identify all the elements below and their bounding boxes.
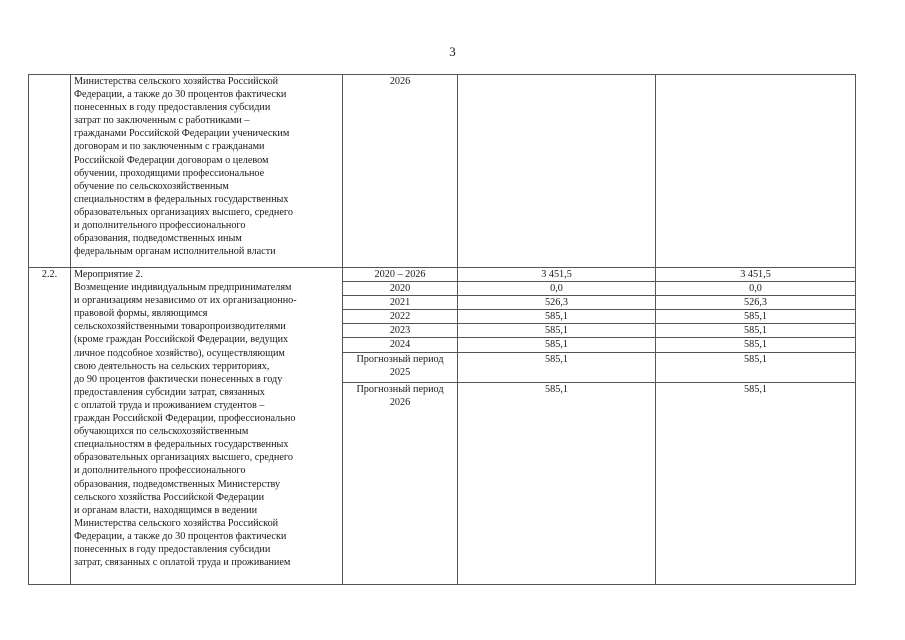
description-line: предоставления субсидии затрат, связанных — [74, 386, 265, 398]
description-line: гражданами Российской Федерации ученическим — [74, 128, 290, 140]
description-line: затрат по заключенным с работниками – — [74, 115, 250, 127]
value-cell-2: 585,1 — [656, 382, 856, 584]
continuation-number-cell — [29, 75, 71, 268]
description-line: и организациям независимо от их организационно- — [74, 295, 297, 307]
value-cell-2: 585,1 — [656, 352, 856, 382]
value-cell-1: 585,1 — [458, 324, 656, 338]
year-cell: 2022 — [343, 310, 458, 324]
forecast-label: Прогнозный период — [356, 383, 444, 395]
description-line: затрат, связанных с оплатой труда и проживанием — [74, 557, 291, 569]
value-cell-1: 0,0 — [458, 282, 656, 296]
description-line: специальностям в федеральных государственных — [74, 439, 289, 451]
continuation-year: 2026 — [343, 75, 458, 268]
forecast-year: 2025 — [389, 366, 411, 378]
description-line: с оплатой труда и проживанием студентов – — [74, 399, 265, 411]
description-line: образовательных организациях высшего, среднего — [74, 452, 293, 464]
description-line: сельскохозяйственными товаропроизводителями — [74, 321, 286, 333]
continuation-description — [71, 75, 343, 268]
description-line: федеральным органам исполнительной власти — [74, 246, 276, 258]
value-cell-2: 585,1 — [656, 310, 856, 324]
year-cell: 2024 — [343, 338, 458, 352]
description-line: (кроме граждан Российской Федерации, ведущих — [74, 334, 289, 346]
value-cell-2: 585,1 — [656, 338, 856, 352]
description-line: правовой формы, являющимся — [74, 308, 208, 320]
description-line: Мероприятие 2. — [74, 269, 143, 280]
description-line: Возмещение индивидуальным предпринимателям — [74, 282, 292, 294]
value-cell-1: 3 451,5 — [458, 268, 656, 282]
page-number: 3 — [449, 44, 456, 59]
table-row — [29, 268, 856, 282]
description-line: обучение по сельскохозяйственным — [74, 180, 229, 192]
description-line: обучающихся по сельскохозяйственным — [74, 426, 249, 438]
description-line: образования, подведомственных Министерству — [74, 478, 281, 490]
value-cell-1: 526,3 — [458, 296, 656, 310]
continuation-row — [29, 75, 856, 268]
value-cell-2: 0,0 — [656, 282, 856, 296]
description-line: договорам и по заключенным с гражданами — [74, 141, 265, 153]
description-line: и дополнительного профессионального — [74, 465, 246, 477]
description-line: Федерации, а также до 30 процентов фактически — [74, 89, 287, 101]
description-line: обучении, проходящими профессиональное — [74, 167, 265, 179]
value-cell-1: 585,1 — [458, 310, 656, 324]
measure-number: 2.2. — [29, 268, 71, 585]
description-line: свою деятельность на сельских территориях, — [74, 360, 270, 372]
measure-description — [71, 268, 343, 585]
value-cell-2: 526,3 — [656, 296, 856, 310]
value-cell-1: 585,1 — [458, 382, 656, 584]
description-line: понесенных в году предоставления субсидии — [74, 543, 271, 555]
description-line: понесенных в году предоставления субсидии — [74, 102, 271, 114]
year-cell: 2023 — [343, 324, 458, 338]
description-line: и дополнительного профессионального — [74, 220, 246, 232]
description-line: до 90 процентов фактически понесенных в году — [74, 373, 283, 385]
continuation-value-2 — [656, 75, 856, 268]
forecast-year: 2026 — [389, 396, 411, 408]
description-line: образовательных организациях высшего, среднего — [74, 206, 293, 218]
description-line: сельского хозяйства Российской Федерации — [74, 491, 265, 503]
description-line: личное подсобное хозяйство), осуществляющим — [74, 347, 285, 359]
description-line: Министерства сельского хозяйства Российской — [74, 76, 279, 87]
funding-table — [28, 74, 856, 585]
forecast-year-cell — [343, 382, 458, 584]
description-line: Министерства сельского хозяйства Российской — [74, 517, 279, 529]
description-line: образования, подведомственных иным — [74, 233, 242, 245]
value-cell-1: 585,1 — [458, 352, 656, 382]
description-line: и органам власти, находящимся в ведении — [74, 504, 258, 516]
year-cell: 2020 – 2026 — [343, 268, 458, 282]
year-cell: 2020 — [343, 282, 458, 296]
value-cell-2: 3 451,5 — [656, 268, 856, 282]
forecast-year-cell — [343, 352, 458, 382]
value-cell-1: 585,1 — [458, 338, 656, 352]
description-line: Российской Федерации договорам о целевом — [74, 154, 269, 166]
description-line: Федерации, а также до 30 процентов фактически — [74, 530, 287, 542]
description-line: специальностям в федеральных государственных — [74, 193, 289, 205]
forecast-label: Прогнозный период — [356, 353, 444, 365]
description-line: граждан Российской Федерации, профессионально — [74, 413, 296, 425]
value-cell-2: 585,1 — [656, 324, 856, 338]
year-cell: 2021 — [343, 296, 458, 310]
continuation-value-1 — [458, 75, 656, 268]
